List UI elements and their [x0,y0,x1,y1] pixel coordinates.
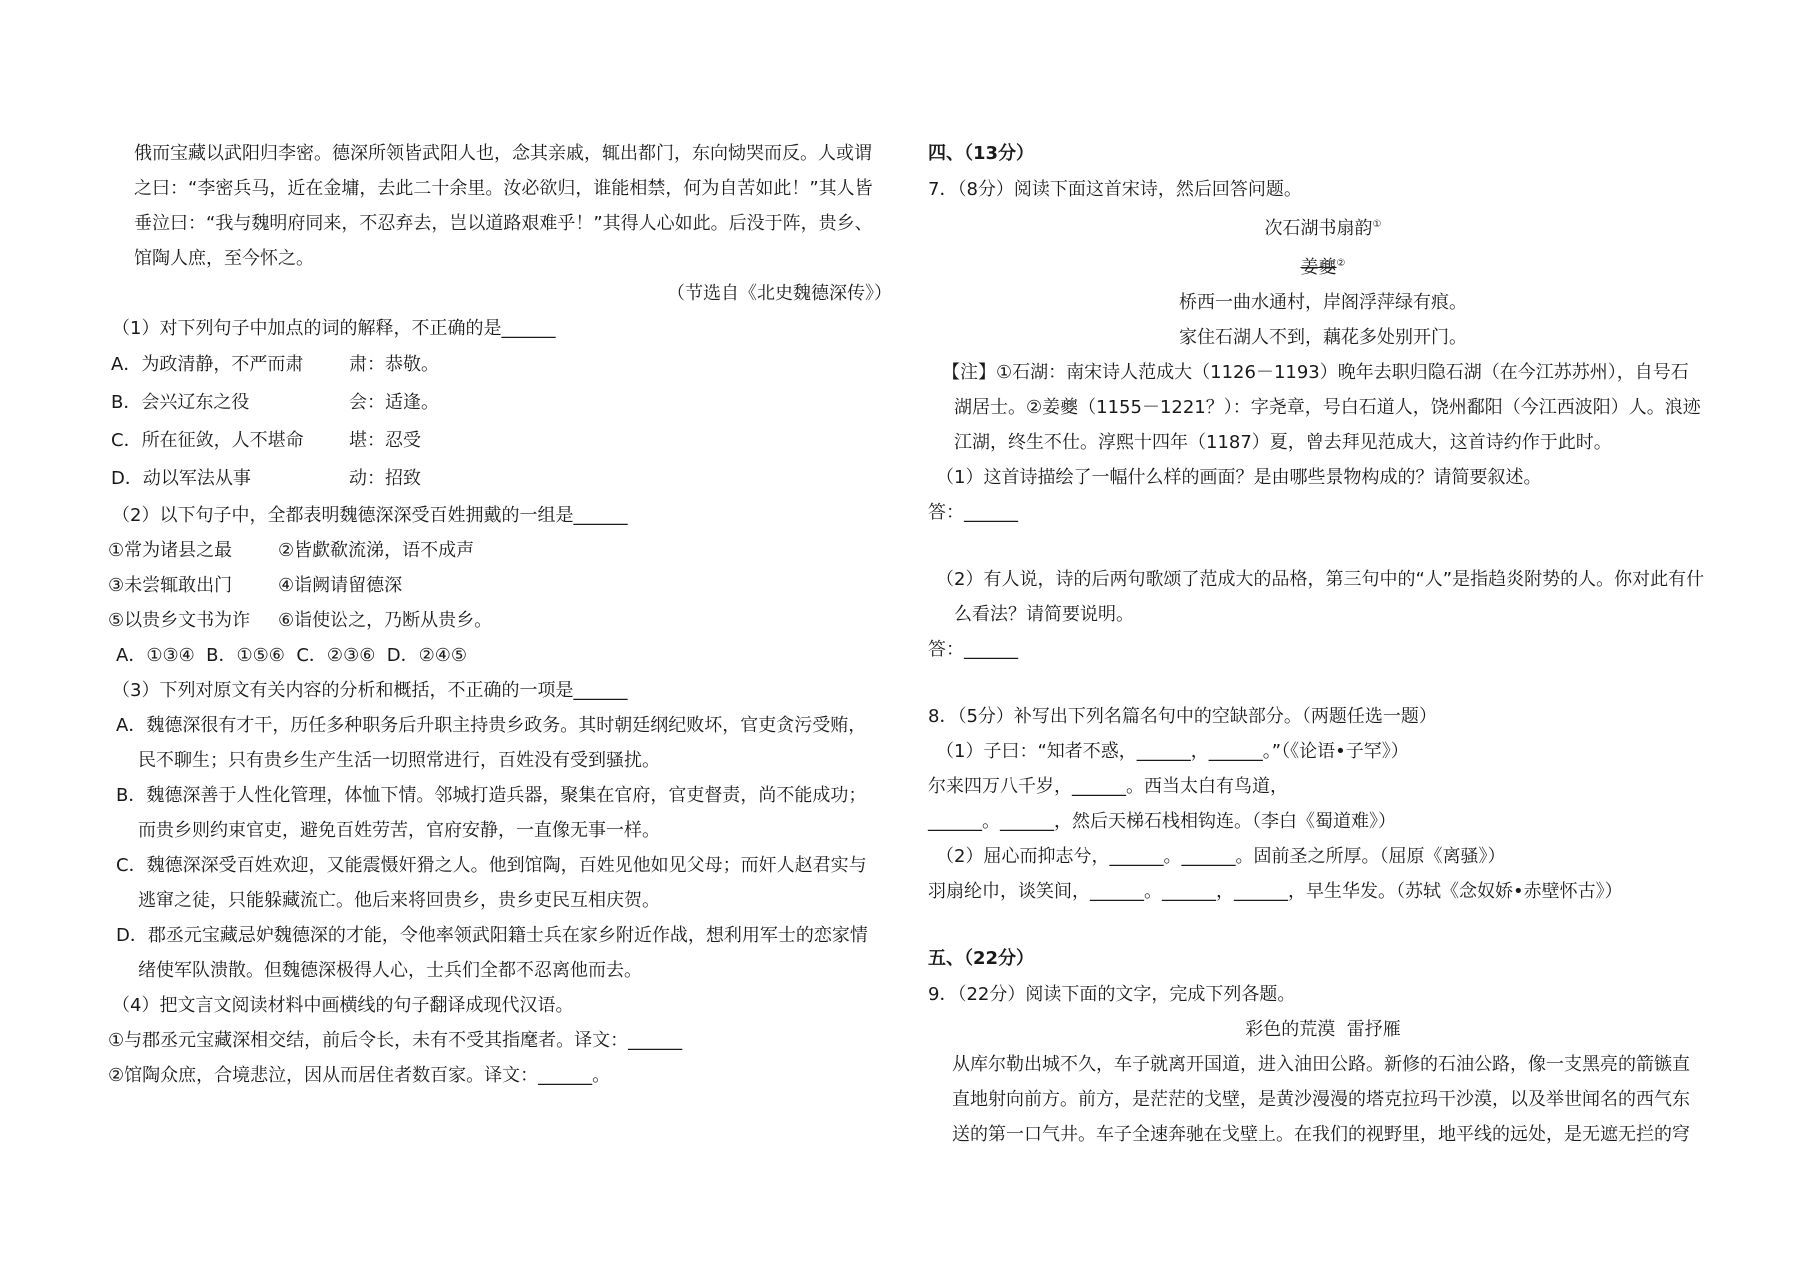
poem-author-note-mark: ② [1336,258,1346,269]
q4-stem: （4）把文言文阅读材料中画横线的句子翻译成现代汉语。 [112,995,574,1016]
q7-stem: 7．（8分）阅读下面这首宋诗，然后回答问题。 [928,179,1302,200]
q3-option-d [108,918,894,988]
passage-line: 垂泣曰：“我与魏明府同来，不忍弃去，岂以道路艰难乎！”其得人心如此。后没于阵，贵乡、 [134,213,873,234]
q3-option-c [108,848,894,918]
q2-items-row [108,533,894,568]
option-sentence: D．动以军法从事 [111,468,251,489]
q1-option-c [108,422,894,460]
poem-title-note-mark: ① [1372,219,1382,230]
poem-title [928,207,1718,246]
option-sentence: A．为政清静，不严而肃 [111,354,304,375]
poem-title-text: 次石湖书扇韵 [1264,218,1373,239]
option-explanation: 肃：恭敬。 [349,354,439,375]
q2-item: ③未尝辄敢出门 [108,575,233,596]
q2-stem: （2）以下句子中，全都表明魏德深深受百姓拥戴的一组是______ [112,505,628,526]
passage-line: 馆陶人庶，至今怀之。 [134,248,314,269]
poem-author-name: 姜夔 [1300,257,1337,278]
poem-line: 桥西一曲水通村，岸阁浮萍绿有痕。 [1179,292,1467,313]
q7-sub2: （2）有人说，诗的后两句歌颂了范成大的品格，第三句中的“人”是指趋炎附势的人。你对此有什 [936,569,1705,590]
q8-line: 尔来四万八千岁，______。西当太白有鸟道， [928,776,1288,797]
passage-source: （节选自《北史魏德深传》） [667,283,892,304]
q3-stem: （3）下列对原文有关内容的分析和概括，不正确的一项是______ [112,680,628,701]
q2-item: ⑥诣使讼之，乃断从贵乡。 [278,610,493,631]
q2-item: ⑤以贵乡文书为诈 [108,610,251,631]
option-line: D．郡丞元宝藏忌妒魏德深的才能，令他率领武阳籍士兵在家乡附近作战，想利用军士的恋家情 [116,925,868,946]
section-five-heading: 五、（22分） [928,948,1035,969]
q9-title: 彩色的荒漠 雷抒雁 [1245,1019,1401,1040]
q1-option-a [108,346,894,384]
option-line: 逃窜之徒，只能躲藏流亡。他后来将回贵乡，贵乡吏民互相庆贺。 [138,890,660,911]
option-explanation: 会：适逢。 [349,392,439,413]
option-explanation: 堪：忍受 [349,430,421,451]
q1-option-b [108,384,894,422]
q1-option-d [108,460,894,498]
q8-line: 羽扇纶巾，谈笑间，______。______，______，早生华发。（苏轼《念奴娇•赤壁怀古》） [928,881,1623,902]
option-line: 而贵乡则约束官吏，避免百姓劳苦，官府安静，一直像无事一样。 [138,820,660,841]
q2-item: ①常为诸县之最 [108,540,233,561]
q3-option-b [108,778,894,848]
q7-sub1: （1）这首诗描绘了一幅什么样的画面？是由哪些景物构成的？请简要叙述。 [936,467,1542,488]
option-line: B．魏德深善于人性化管理，体恤下情。邻城打造兵器，聚集在官府，官吏督责，尚不能成功； [116,785,867,806]
q4-item: ①与郡丞元宝藏深相交结，前后令长，未有不受其指麾者。译文：______ [108,1030,683,1051]
option-line: A．魏德深很有才干，历任多种职务后升职主持贵乡政务。其时朝廷纲纪败坏，官吏贪污受贿， [116,715,867,736]
q2-item: ④诣阙请留德深 [278,575,403,596]
poem-note: 【注】①石湖：南宋诗人范成大（1126－1193）晚年去职归隐石湖（在今江苏苏州），自号石 [942,362,1689,383]
passage-line: 之曰：“李密兵马，近在金墉，去此二十余里。汝必欲归，谁能相禁，何为自苦如此！”其人皆 [134,178,873,199]
q9-passage-line: 从库尔勒出城不久，车子就离开国道，进入油田公路。新修的石油公路，像一支黑亮的箭镞直 [952,1054,1690,1075]
q7-sub2: 么看法？请简要说明。 [954,604,1134,625]
poem-note: 江湖，终生不仕。淳熙十四年（1187）夏，曾去拜见范成大，这首诗约作于此时。 [954,432,1612,453]
q8-stem: 8．（5分）补写出下列名篇名句中的空缺部分。（两题任选一题） [928,706,1437,727]
q2-choices: A．①③④ B．①⑤⑥ C．②③⑥ D．②④⑤ [116,645,468,666]
poem-note: 湖居士。②姜夔（1155－1221？）：字尧章，号白石道人，饶州鄱阳（今江西波阳）人。浪迹 [954,397,1701,418]
option-line: 绪使军队溃散。但魏德深极得人心，士兵们全都不忍离他而去。 [138,960,642,981]
q9-stem: 9．（22分）阅读下面的文字，完成下列各题。 [928,984,1296,1005]
left-column [108,136,894,1093]
q2-items-row [108,568,894,603]
poem-author [928,246,1718,285]
q7-answer2: 答：______ [928,639,1018,660]
q2-item: ②皆歔欷流涕，语不成声 [278,540,475,561]
q8-line: （1）子曰：“知者不惑，______，______。”（《论语•子罕》） [936,741,1409,762]
right-column [928,136,1718,1152]
q8-line: （2）屈心而抑志兮，______。______。固前圣之所厚。（屈原《离骚》） [936,846,1506,867]
option-sentence: B．会兴辽东之役 [111,392,250,413]
q2-items-row [108,603,894,638]
q8-line: ______。______，然后天梯石栈相钩连。（李白《蜀道难》） [928,811,1396,832]
option-explanation: 动：招致 [349,468,421,489]
option-line: C．魏德深深受百姓欢迎，又能震慑奸猾之人。他到馆陶，百姓见他如见父母；而奸人赵君实与 [116,855,867,876]
q7-answer1: 答：______ [928,502,1018,523]
poem-line: 家住石湖人不到，藕花多处别开门。 [1179,327,1467,348]
passage [108,136,894,276]
q3-option-a [108,708,894,778]
section-four-heading: 四、（13分） [928,143,1035,164]
option-line: 民不聊生；只有贵乡生产生活一切照常进行，百姓没有受到骚扰。 [138,750,660,771]
q4-item: ②馆陶众庶，合境悲泣，因从而居住者数百家。译文：______。 [108,1065,611,1086]
q9-passage-line: 送的第一口气井。车子全速奔驰在戈壁上。在我们的视野里，地平线的远处，是无遮无拦的穹 [952,1124,1690,1145]
option-sentence: C．所在征敛，人不堪命 [111,430,304,451]
q9-passage-line: 直地射向前方。前方，是茫茫的戈壁，是黄沙漫漫的塔克拉玛干沙漠，以及举世闻名的西气东 [952,1089,1690,1110]
passage-line: 俄而宝藏以武阳归李密。德深所领皆武阳人也，念其亲戚，辄出都门，东向恸哭而反。人或谓 [134,143,872,164]
q1-stem: （1）对下列句子中加点的词的解释，不正确的是______ [112,318,556,339]
